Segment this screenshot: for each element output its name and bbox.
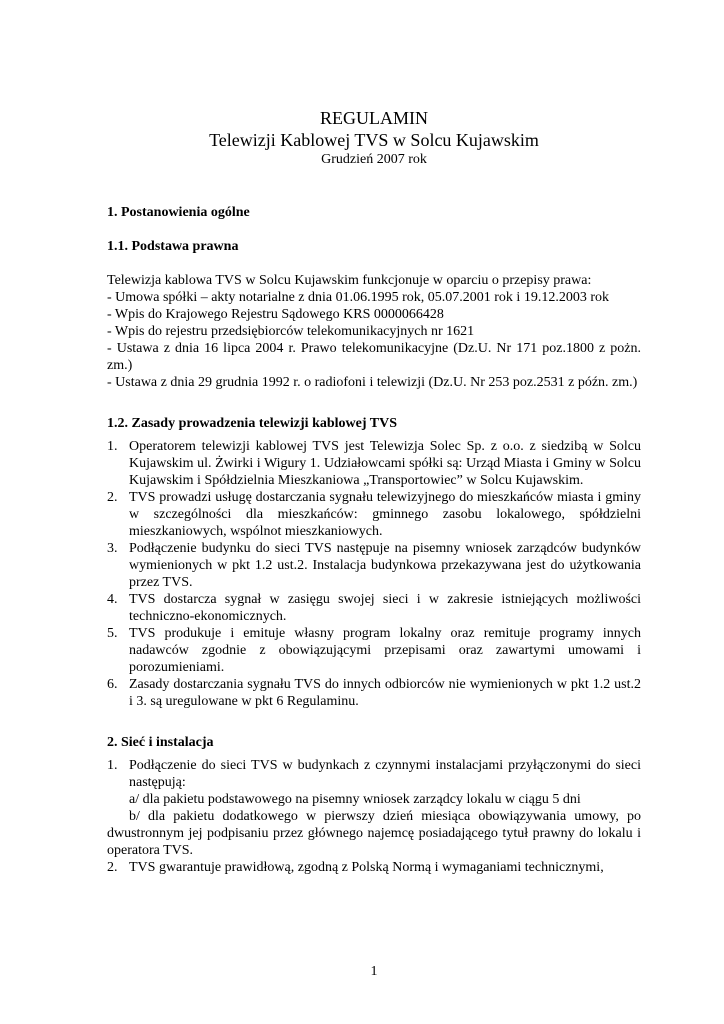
sub-point-a: a/ dla pakietu podstawowego na pisemny wniosek zarządcy lokalu w ciągu 5 dni bbox=[129, 792, 581, 807]
list-item-number: 2. bbox=[107, 490, 118, 505]
list-item-number: 6. bbox=[107, 677, 118, 692]
legal-basis-line: - Umowa spółki – akty notarialne z dnia 01.06.1995 rok, 05.07.2001 rok i 19.12.2003 rok bbox=[107, 290, 609, 305]
list-item-number: 2. bbox=[107, 860, 118, 875]
list-item bbox=[107, 489, 641, 540]
document-date: Grudzień 2007 rok bbox=[321, 152, 427, 167]
subsection-heading: 1.1. Podstawa prawna bbox=[107, 239, 239, 254]
legal-basis-line: - Wpis do rejestru przedsiębiorców telekomunikacyjnych nr 1621 bbox=[107, 324, 475, 339]
list-item-number: 4. bbox=[107, 592, 118, 607]
list-item-text: Operatorem telewizji kablowej TVS jest Telewizja Solec Sp. z o.o. z siedzibą w Solcu Kujawskim ul. Żwirki i Wigury 1. Udziałowcami spółki są: Urząd Miasta i Gminy w Solcu Kujawskim i Spółdzielnia Mieszkaniowa „Transportowiec” w Solcu Kujawskim. bbox=[129, 439, 641, 488]
page-number: 1 bbox=[370, 964, 378, 979]
list-item-text: Zasady dostarczania sygnału TVS do innych odbiorców nie wymienionych w pkt 1.2 ust.2 i 3. są uregulowane w pkt 6 Regulaminu. bbox=[129, 677, 641, 709]
sub-point-b: b/ dla pakietu dodatkowego w pierwszy dzień miesiąca obowiązywania umowy, po dwustronnym jej podpisaniu przez głównego najemcę posiadającego tytuł prawny do lokalu i operatora TVS. bbox=[107, 809, 641, 858]
document-body bbox=[107, 204, 641, 876]
list-item bbox=[107, 859, 641, 876]
rules-list bbox=[107, 438, 641, 710]
list-item-text: TVS prowadzi usługę dostarczania sygnału telewizyjnego do mieszkańców miasta i gminy w szczególności dla mieszkańców: gminnego zasobu lokalowego, spółdzielni mieszkaniowych, wspólnot mieszkaniowych. bbox=[129, 490, 641, 539]
list-item bbox=[107, 676, 641, 710]
list-item-number: 3. bbox=[107, 541, 118, 556]
list-item bbox=[107, 540, 641, 591]
list-item-text: TVS dostarcza sygnał w zasięgu swojej sieci i w zakresie istniejących możliwości techniczno-ekonomicznych. bbox=[129, 592, 641, 624]
list-item bbox=[107, 625, 641, 676]
list-item-text: Podłączenie do sieci TVS w budynkach z czynnymi instalacjami przyłączonymi do sieci następują: bbox=[129, 758, 641, 790]
list-item-number: 1. bbox=[107, 439, 118, 454]
document-title: REGULAMIN bbox=[320, 108, 428, 128]
list-item bbox=[107, 438, 641, 489]
section-heading: 1. Postanowienia ogólne bbox=[107, 205, 250, 220]
list-item-number: 1. bbox=[107, 758, 118, 773]
section-heading: 2. Sieć i instalacja bbox=[107, 735, 214, 750]
list-item bbox=[107, 757, 641, 791]
network-list-continued bbox=[107, 859, 641, 876]
list-item-text: Podłączenie budynku do sieci TVS następuje na pisemny wniosek zarządców budynków wymienionych w pkt 1.2 ust.2. Instalacja budynkowa przekazywana jest do użytkowania przez TVS. bbox=[129, 541, 641, 590]
network-list bbox=[107, 757, 641, 791]
legal-basis-line: - Ustawa z dnia 29 grudnia 1992 r. o radiofoni i telewizji (Dz.U. Nr 253 poz.2531 z późn. zm.) bbox=[107, 375, 638, 390]
subsection-heading: 1.2. Zasady prowadzenia telewizji kablowej TVS bbox=[107, 416, 397, 431]
list-item-number: 5. bbox=[107, 626, 118, 641]
legal-basis-line: - Ustawa z dnia 16 lipca 2004 r. Prawo telekomunikacyjne (Dz.U. Nr 171 poz.1800 z pożn. zm.) bbox=[107, 341, 641, 373]
document-subtitle: Telewizji Kablowej TVS w Solcu Kujawskim bbox=[209, 130, 539, 150]
list-item-text: TVS produkuje i emituje własny program lokalny oraz remituje programy innych nadawców zgodnie z obowiązującymi przepisami oraz zawartymi umowami i porozumieniami. bbox=[129, 626, 641, 675]
list-item bbox=[107, 591, 641, 625]
legal-basis-line: - Wpis do Krajowego Rejestru Sądowego KRS 0000066428 bbox=[107, 307, 444, 322]
legal-basis-line: Telewizja kablowa TVS w Solcu Kujawskim funkcjonuje w oparciu o przepisy prawa: bbox=[107, 273, 592, 288]
title-block bbox=[107, 107, 641, 169]
list-item-text: TVS gwarantuje prawidłową, zgodną z Polską Normą i wymaganiami technicznymi, bbox=[129, 860, 604, 875]
